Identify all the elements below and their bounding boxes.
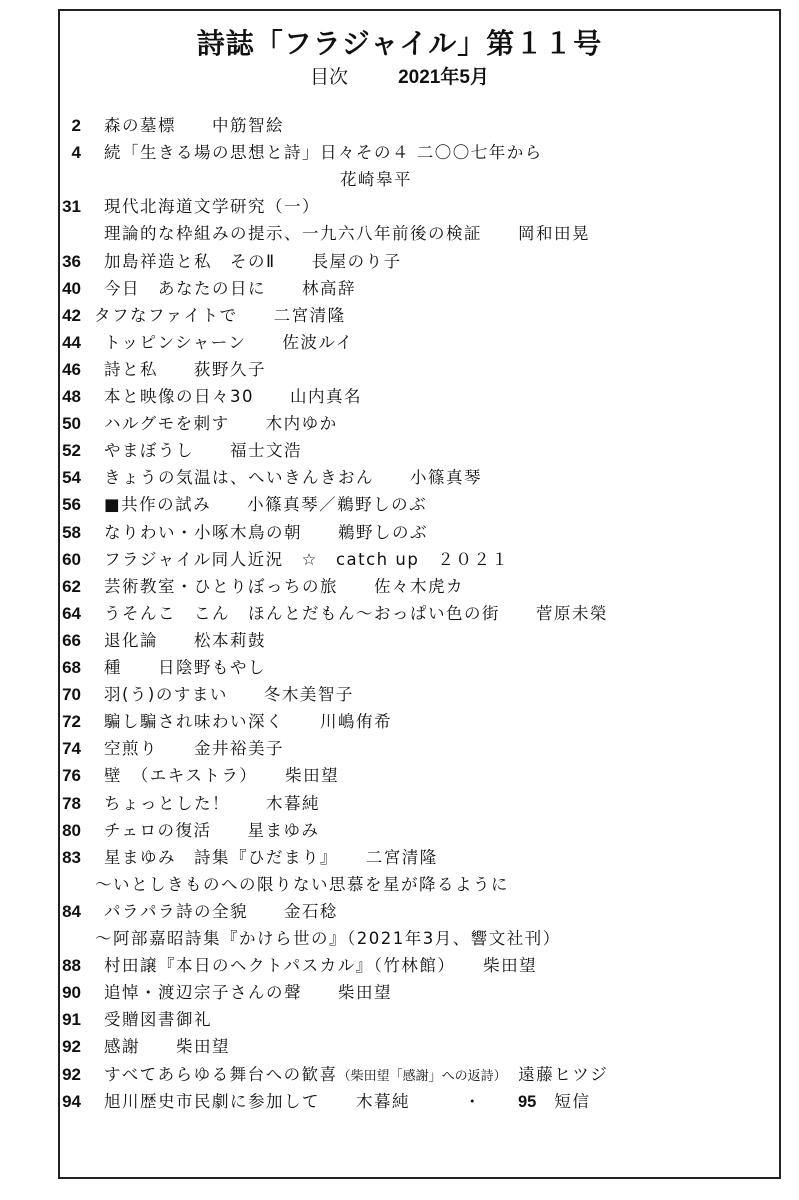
toc-entry-text: [95, 872, 509, 898]
toc-entry-text: [104, 249, 402, 275]
toc-row: [0, 465, 799, 491]
toc-row: [0, 221, 799, 247]
toc-row: [0, 682, 799, 708]
page-number: 91: [62, 1010, 81, 1030]
contents-label: 目次: [310, 66, 349, 88]
entry-title: 種 日陰野もやし: [104, 658, 266, 677]
page-number: 76: [62, 766, 81, 786]
page-number: 36: [62, 251, 81, 271]
entry-title: チェロの復活 星まゆみ: [104, 820, 320, 840]
entry-title: ～阿部嘉昭詩集『かけら世の』（2021年3月、響文社刊）: [95, 929, 561, 948]
toc-row: [0, 763, 799, 789]
toc-row: [0, 926, 799, 952]
toc-entry-text: [104, 520, 428, 546]
page-number: 58: [62, 522, 81, 542]
toc-entry-text: [104, 899, 338, 925]
entry-title: 受贈図書御礼: [104, 1010, 212, 1030]
toc-entry-text: [104, 628, 266, 654]
toc-row: [0, 303, 799, 329]
page-number: 56: [62, 495, 81, 515]
toc-entry-text: [104, 709, 392, 735]
toc-row: [0, 845, 799, 871]
entry-note: （柴田望「感謝」への返詩）: [337, 1068, 501, 1084]
page-number: 50: [62, 414, 81, 434]
entry-title: トッピンシャーン 佐波ルイ: [104, 332, 354, 352]
toc-entry-text: [104, 601, 608, 627]
entry-title: パラパラ詩の全貌 金石稔: [104, 901, 338, 921]
entry-title: うそんこ こん ほんとだもん～おっぱい色の街 菅原未榮: [104, 603, 608, 623]
toc-entry-text: [104, 547, 509, 573]
toc-entry-text: [94, 303, 346, 329]
page-number: 4: [71, 143, 81, 163]
page-number: 44: [62, 332, 81, 352]
entry-title: ～いとしきものへの限りない思慕を星が降るように: [95, 874, 509, 894]
toc-row: [0, 791, 799, 817]
entry-title: ちょっとした！ 木暮純: [104, 793, 320, 813]
page-number: 64: [62, 603, 81, 623]
page-number: 66: [62, 630, 81, 650]
toc-row: [0, 167, 799, 193]
toc-row: [0, 628, 799, 654]
entry-title: 感謝 柴田望: [104, 1037, 230, 1057]
toc-row: [0, 980, 799, 1006]
subtitle: [0, 62, 799, 89]
entry-title: すべてあらゆる舞台への歓喜: [104, 1064, 338, 1084]
toc-row: [0, 601, 799, 627]
page-number: 74: [62, 739, 81, 759]
toc-entry-text: [104, 763, 339, 789]
toc-entry-text: [104, 682, 354, 708]
page-number: 31: [62, 197, 81, 217]
entry-title: 退化論 松本莉鼓: [104, 630, 266, 650]
entry-title: 加島祥造と私 そのⅡ 長屋のり子: [104, 251, 402, 271]
page-title: 詩誌「フラジャイル」第１１号: [196, 27, 603, 60]
page-number: 78: [62, 793, 81, 813]
toc-row: [0, 953, 799, 979]
toc-row: [0, 899, 799, 925]
page-number: 94: [62, 1091, 81, 1111]
toc-entry-text: [104, 276, 356, 302]
toc-entry-text: [104, 655, 266, 681]
entry-title: 森の墓標 中筋智絵: [104, 116, 284, 135]
page-number: 48: [62, 387, 81, 406]
entry-title: ■共作の試み 小篠真琴／鵜野しのぶ: [104, 495, 428, 515]
page-number: 62: [62, 576, 81, 596]
page-number: 90: [62, 983, 81, 1003]
entry-title: 空煎り 金井裕美子: [104, 739, 284, 759]
toc-entry-text: [104, 1089, 590, 1115]
toc-row: [0, 547, 799, 573]
entry-title: 騙し騙され味わい深く 川嶋侑希: [104, 712, 392, 732]
page-number: 80: [62, 820, 81, 840]
toc-entry-text: [95, 926, 561, 952]
entry-title: 羽(う)のすまい 冬木美智子: [104, 685, 354, 705]
toc-entry-text: [104, 1007, 212, 1033]
toc-entry-text: [104, 1034, 230, 1060]
entry-title: タフなファイトで 二宮清隆: [94, 305, 346, 325]
toc-row: [0, 194, 799, 220]
toc-row: [0, 113, 799, 139]
toc-row: [0, 872, 799, 898]
page-number: 84: [62, 901, 81, 921]
entry-author: 遠藤ヒツジ: [500, 1064, 609, 1084]
toc-entry-text: [104, 845, 438, 871]
entry-title: 今日 あなたの日に 林高辞: [104, 278, 356, 298]
toc-row: [0, 574, 799, 600]
toc-entry-text: [104, 330, 354, 356]
toc-entry-text: [104, 791, 320, 817]
toc-entry-text: [104, 980, 392, 1006]
toc-entry-text: [104, 140, 543, 166]
page-number: 54: [62, 468, 81, 488]
toc-row: [0, 330, 799, 356]
toc-row: [0, 1007, 799, 1033]
page-number: 60: [62, 549, 81, 569]
entry-author: 短信: [536, 1091, 591, 1111]
page-number: 42: [62, 305, 81, 325]
toc-row: [0, 357, 799, 383]
entry-title: 花崎皋平: [340, 170, 412, 190]
entry-title: 星まゆみ 詩集『ひだまり』 二宮清隆: [104, 847, 438, 867]
toc-row: [0, 411, 799, 437]
toc-row: [0, 655, 799, 681]
entry-title: 本と映像の日々30 山内真名: [104, 387, 362, 406]
entry-title: 続「生きる場の思想と詩」日々その４ 二〇〇七年から: [104, 143, 543, 163]
page-number: 70: [62, 685, 81, 705]
toc-entry-text: [104, 1062, 608, 1090]
entry-title: きょうの気温は、へいきんきおん 小篠真琴: [104, 468, 482, 488]
toc-entry-text: [104, 465, 482, 491]
toc-entry-text: [104, 574, 464, 600]
entry-title: フラジャイル同人近況 ☆ catch up ２０２１: [104, 549, 510, 569]
toc-entry-text: [104, 953, 537, 979]
entry-title: 理論的な枠組みの提示、一九六八年前後の検証 岡和田晃: [104, 224, 590, 244]
page-number: 88: [62, 956, 81, 976]
page-number: 52: [62, 441, 81, 461]
toc-row: [0, 1089, 799, 1115]
entry-title: やまぼうし 福士文浩: [104, 441, 302, 461]
toc-entry-text: [104, 221, 590, 247]
page-number: 40: [62, 278, 81, 298]
toc-entry-text: [104, 384, 362, 410]
toc-row: [0, 520, 799, 546]
page-number: 83: [62, 847, 81, 867]
toc-row: [0, 384, 799, 410]
toc-entry-text: [104, 492, 427, 518]
entry-title: 詩と私 荻野久子: [104, 359, 266, 379]
page-number: 92: [62, 1064, 81, 1084]
toc-entry-text: [104, 438, 302, 464]
toc-row: [0, 492, 799, 518]
entry-title: なりわい・小啄木鳥の朝 鵜野しのぶ: [104, 522, 428, 542]
entry-title: 村田譲『本日のヘクトパスカル』（竹林館） 柴田望: [104, 956, 538, 976]
issue-date: 2021年5月: [398, 67, 489, 88]
toc-row: [0, 438, 799, 464]
entry-title: ハルグモを刺す 木内ゆか: [104, 414, 338, 434]
entry-title: 現代北海道文学研究（一）: [104, 197, 320, 217]
entry-title: 壁 （エキストラ） 柴田望: [104, 766, 340, 786]
entry-title: 旭川歴史市民劇に参加して 木暮純 ・: [104, 1091, 518, 1111]
toc-row: [0, 1062, 799, 1088]
toc-row: [0, 140, 799, 166]
toc-entry-text: [104, 357, 266, 383]
toc-entry-text: [104, 818, 320, 844]
toc-entry-text: [104, 411, 338, 437]
toc-row: [0, 736, 799, 762]
toc-row: [0, 1034, 799, 1060]
entry-title: 芸術教室・ひとりぼっちの旅 佐々木虎カ: [104, 576, 464, 596]
toc-row: [0, 818, 799, 844]
page-number: 46: [62, 359, 81, 379]
toc-entry-text: [104, 194, 320, 220]
page-number: 92: [62, 1037, 81, 1057]
page-number: 2: [71, 116, 81, 135]
toc-row: [0, 276, 799, 302]
toc-entry-text: [104, 113, 284, 139]
page-number: 68: [62, 658, 81, 677]
toc-entry-text: [340, 167, 412, 193]
toc-row: [0, 709, 799, 735]
toc-entry-text: [104, 736, 284, 762]
page-number: 72: [62, 712, 81, 732]
page-number-inline: 95: [518, 1092, 537, 1111]
entry-title: 追悼・渡辺宗子さんの聲 柴田望: [104, 983, 392, 1003]
toc-row: [0, 249, 799, 275]
